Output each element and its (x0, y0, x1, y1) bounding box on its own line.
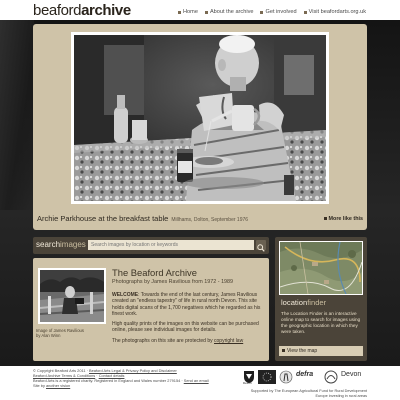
bullet-icon (282, 349, 285, 352)
crossed-fingers-icon (279, 370, 293, 384)
terms-link[interactable]: Beaford Archive Terms & Conditions (33, 373, 96, 378)
view-map-link[interactable] (279, 346, 363, 356)
footer-funding-note (237, 389, 367, 398)
nav-get-involved[interactable] (260, 9, 296, 15)
footer-line-4 (33, 383, 233, 388)
search-icon (256, 243, 266, 253)
archive-title: The Beaford Archive (112, 267, 197, 278)
eu-flag-icon (258, 370, 276, 384)
welcome-keyword: WELCOME (112, 292, 139, 298)
nav-about[interactable] (205, 9, 254, 15)
defra-logo[interactable] (296, 370, 320, 384)
nav-label: Get involved (265, 9, 297, 15)
copyright-law-link[interactable]: copyright law (214, 337, 244, 344)
devon-shield-logo[interactable] (243, 370, 255, 384)
caption-meta: Millhams, Dolton, September 1976 (171, 217, 249, 223)
welcome-text: : Towards the end of the last century, James Ravilious created an "endless tapestry" of life in rural north Devon. This site holds digital scans of the 1,700 negatives which he regarded as his finest work. (112, 292, 261, 317)
leader-emblem-icon (323, 370, 339, 384)
nav-label: Visit beafordarts.org.uk (308, 9, 366, 15)
ravilious-photo-caption (36, 328, 102, 339)
search-label-bold: search (36, 240, 61, 249)
bullet-icon (260, 11, 263, 14)
prints-paragraph: High quality prints of the images on this website can be purchased online, please see individual images for details. (112, 321, 259, 334)
view-map-label: View the map (287, 348, 318, 354)
nav-label: About the archive (209, 9, 254, 15)
send-email-link[interactable]: Send an email (183, 378, 209, 383)
leader-logo[interactable] (323, 370, 339, 384)
more-label: More like this (328, 216, 363, 222)
ravilious-photo-frame (38, 268, 106, 324)
nav-label: Home (183, 9, 198, 15)
devon-label: Devon (341, 371, 362, 378)
background-highlight (0, 20, 34, 210)
eu-logo[interactable] (258, 370, 276, 384)
breakfast-photo-image (74, 35, 326, 201)
location-title-bold: location (281, 298, 308, 307)
search-label-light: images (60, 240, 86, 249)
archive-body (112, 292, 264, 348)
bullet-icon (304, 11, 307, 14)
thumb-caption-line-1: Image of James Ravilious (36, 328, 84, 333)
copyright-text: The photographs on this site are protected by (112, 337, 215, 344)
location-finder-description: The Location Finder is an interactive online map to search for images using the geographic location in which they were taken. (281, 311, 361, 335)
nav-home[interactable] (178, 9, 198, 15)
copyright-notice: © Copyright Beaford Arts 2011 · (33, 368, 89, 373)
logo-light-text: beaford (33, 2, 82, 19)
privacy-policy-link[interactable]: Beaford Arts Legal & Privacy Policy and Disclaimer (89, 368, 177, 373)
sponsor-logos (243, 370, 367, 388)
contact-details-link[interactable]: Contact details (98, 373, 125, 378)
site-by-text: Site by (33, 383, 46, 388)
search-label (36, 240, 86, 249)
nav-visit-beafordarts[interactable] (304, 9, 366, 15)
main-nav (178, 9, 366, 15)
copyright-paragraph (112, 338, 264, 344)
bullet-icon (205, 11, 208, 14)
location-finder-title (281, 298, 326, 307)
funding-line-1: Supported by The European Agricultural Fund for Rural Development (250, 389, 367, 393)
caption-title: Archie Parkhouse at the breakfast table (37, 214, 169, 223)
lottery-logo[interactable] (279, 370, 293, 384)
search-button[interactable] (256, 240, 266, 250)
ravilious-photo-image (40, 270, 104, 322)
defra-label: defra (296, 371, 314, 378)
site-footer (0, 366, 400, 400)
welcome-paragraph (112, 292, 264, 317)
funding-line-2: Europe investing in rural areas (315, 393, 367, 398)
thumb-caption-line-2: by Alan Winn (36, 333, 61, 339)
devon-county-logo[interactable] (341, 370, 367, 384)
bullet-icon (178, 11, 181, 14)
feature-photo-frame[interactable] (71, 32, 329, 204)
ravilious-photo (40, 270, 104, 322)
feature-photo[interactable] (74, 35, 326, 201)
location-title-light: finder (307, 298, 327, 307)
logo-bold-text: archive (81, 2, 131, 19)
footer-separator: · (95, 373, 99, 378)
footer-legal (33, 368, 233, 388)
devon-small-label: Devon (243, 381, 252, 385)
more-like-this-link[interactable] (324, 216, 363, 222)
site-logo[interactable] (33, 2, 131, 19)
bullet-icon (324, 217, 327, 220)
charity-notice: Beaford Arts is a registered charity. Registered in England and Wales number 279154 · (33, 378, 184, 383)
feature-caption (37, 214, 363, 226)
archive-subtitle: Photographs by James Ravilious from 1972 - 1989 (112, 279, 234, 285)
search-bar (33, 237, 269, 254)
map-image (280, 242, 362, 294)
location-map[interactable] (280, 242, 362, 294)
another-vision-link[interactable]: another vision (45, 383, 71, 388)
search-input[interactable] (88, 240, 254, 250)
location-map-frame[interactable] (279, 241, 363, 295)
